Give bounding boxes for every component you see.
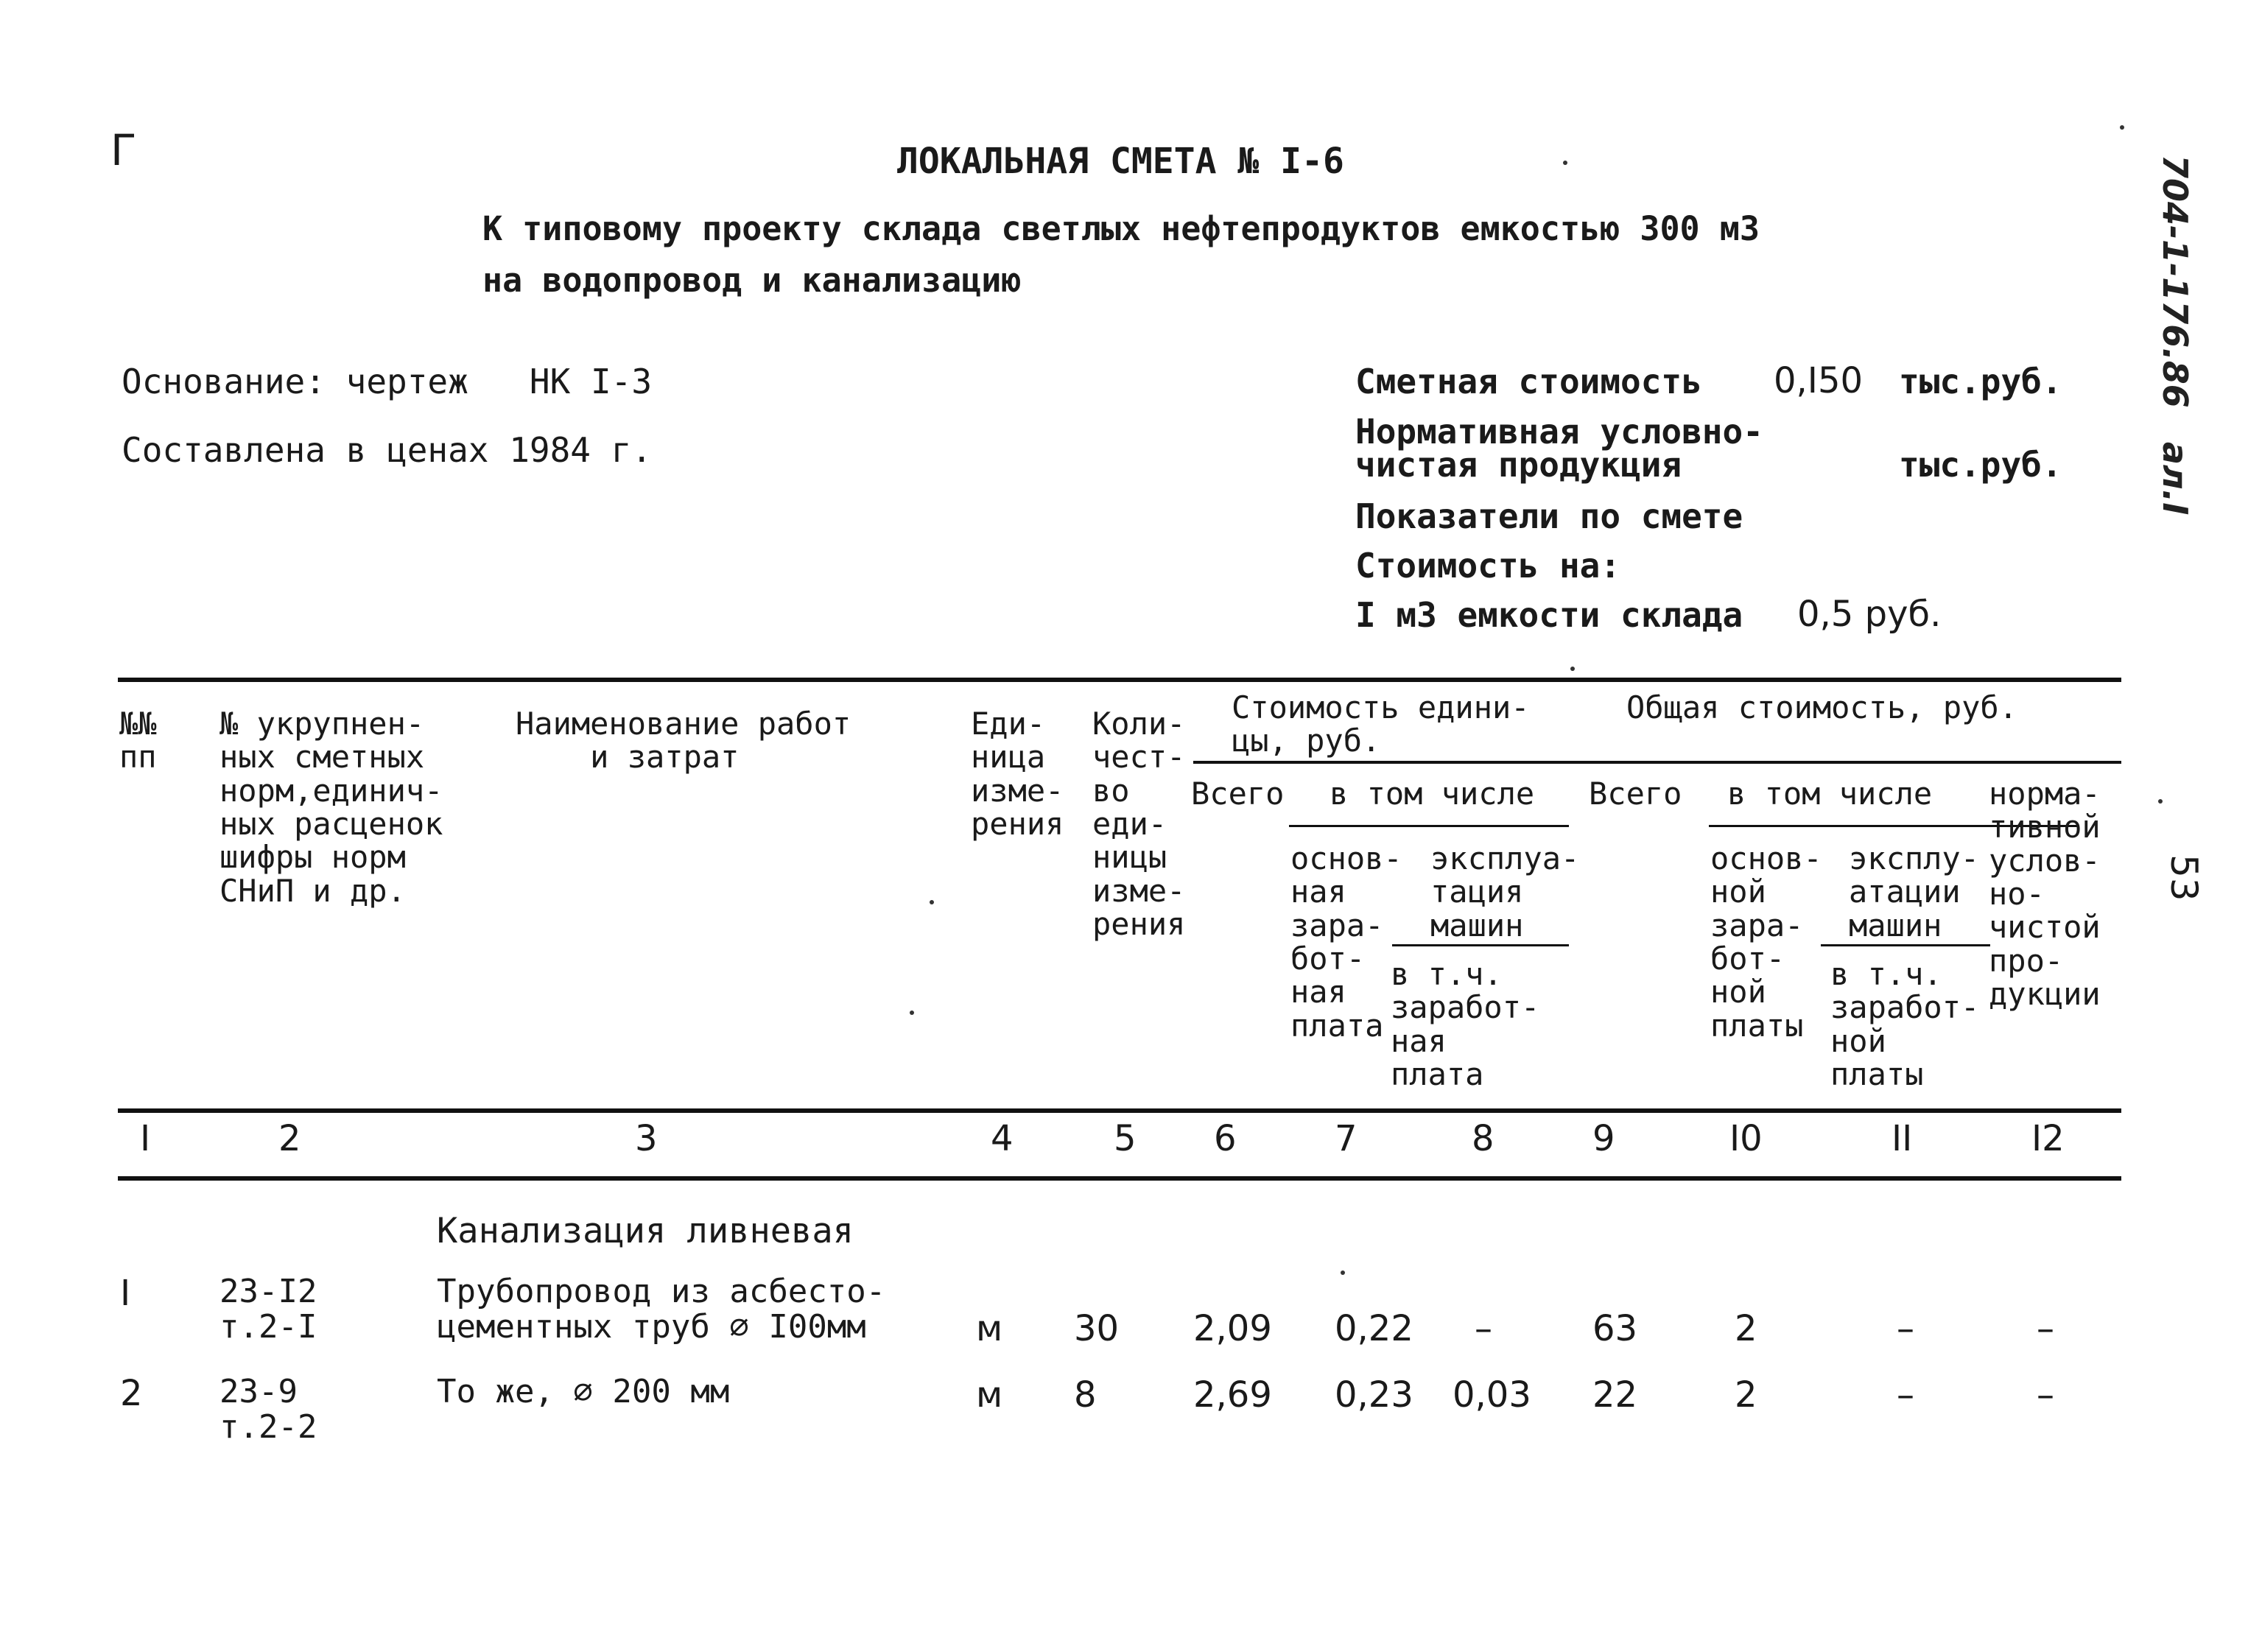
indicators-label: Показатели по смете (1355, 496, 1743, 536)
colnum-7: 7 (1335, 1118, 1357, 1159)
estimate-cost-unit: тыс.руб. (1899, 362, 2062, 401)
row-unit-total: 2,69 (1193, 1374, 1272, 1416)
header-osn-zp-unit: основ- ная зара- бот- ная плата (1290, 840, 1402, 1044)
scan-speck (2158, 799, 2163, 804)
colnum-10: I0 (1729, 1118, 1763, 1159)
row-name: Трубопровод из асбесто- цементных труб ∅ I00мм (437, 1273, 886, 1346)
row-code: 23-9 т.2-2 (219, 1373, 317, 1446)
row-unit-wage: 0,22 (1335, 1308, 1413, 1349)
colnum-4: 4 (991, 1118, 1014, 1159)
row-qty: 8 (1074, 1374, 1097, 1416)
colnum-2: 2 (278, 1118, 301, 1159)
header-col4: Еди- ница изме- рения (971, 706, 1064, 843)
corner-mark: Г (110, 125, 137, 175)
header-vsego-total: Всего (1589, 776, 1682, 812)
estimate-cost-value: 0,I50 (1774, 360, 1864, 401)
table-top-rule (118, 678, 2121, 682)
basis-line: Основание: чертеж НК I-3 (122, 362, 653, 401)
side-stamp-album: ал.I (2155, 442, 2195, 516)
row-norm: – (2037, 1308, 2054, 1349)
cost-per-label: Стоимость на: (1355, 546, 1621, 586)
colnum-11: II (1892, 1118, 1913, 1159)
row-unit-wage: 0,23 (1335, 1374, 1413, 1416)
row-unit: м (976, 1374, 1003, 1416)
row-qty: 30 (1074, 1308, 1120, 1349)
colnum-8: 8 (1472, 1118, 1494, 1159)
colnum-9: 9 (1592, 1118, 1615, 1159)
document-subtitle-line2: на водопровод и канализацию (482, 261, 1022, 300)
scan-speck (1341, 1270, 1345, 1275)
header-expl-unit: эксплуа- тация машин (1430, 840, 1580, 943)
row-unit-mach-wage: – (1475, 1308, 1492, 1349)
row-total-mach: – (1897, 1374, 1914, 1416)
prices-year-line: Составлена в ценах 1984 г. (122, 430, 653, 470)
header-norm: норма- тивной услов- но- чистой про- дукции (1989, 776, 2101, 1013)
row-total: 22 (1592, 1374, 1638, 1416)
expl1-underline (1392, 944, 1569, 946)
row-total: 63 (1592, 1308, 1638, 1349)
section-title: Канализация ливневая (437, 1211, 854, 1251)
side-stamp-project-code: 704-1-176.86 (2155, 155, 2195, 408)
colnum-5: 5 (1114, 1118, 1137, 1159)
colnum-6: 6 (1214, 1118, 1237, 1159)
header-bottom-rule (118, 1108, 2121, 1113)
row-number: 2 (120, 1373, 143, 1414)
header-incl-total: в том числе (1727, 776, 1933, 812)
row-total-wage: 2 (1735, 1308, 1757, 1349)
header-expl-total: эксплу- атации машин (1849, 840, 1980, 943)
document-title: ЛОКАЛЬНАЯ СМЕТА № I-6 (897, 141, 1344, 182)
header-unit-cost: Стоимость едини- цы, руб. (1232, 689, 1530, 759)
header-col3: Наименование работ и затрат (516, 706, 851, 776)
header-incl-unit: в том числе (1330, 776, 1535, 812)
estimate-cost-label: Сметная стоимость (1355, 362, 1702, 401)
header-vsego-unit: Всего (1191, 776, 1285, 812)
row-total-mach: – (1897, 1308, 1914, 1349)
row-unit-total: 2,09 (1193, 1308, 1272, 1349)
total-cost-subrule (1193, 761, 2121, 764)
per-m3-label: I м3 емкости склада (1355, 595, 1743, 635)
header-vtch-total: в т.ч. заработ- ной платы (1830, 956, 1980, 1093)
normative-unit: тыс.руб. (1899, 445, 2062, 485)
header-osn-zp-total: основ- ной зара- бот- ной платы (1710, 840, 1822, 1044)
scan-speck (930, 900, 934, 904)
unit-split-rule (1289, 825, 1569, 827)
header-vtch-unit: в т.ч. заработ- ная плата (1391, 956, 1540, 1093)
colnum-3: 3 (635, 1118, 658, 1159)
numbering-bottom-rule (118, 1176, 2121, 1181)
row-total-wage: 2 (1735, 1374, 1757, 1416)
header-col1: №№ пп (119, 706, 157, 776)
row-norm: – (2037, 1374, 2054, 1416)
scan-speck (910, 1010, 914, 1015)
colnum-1: I (140, 1118, 151, 1159)
row-name: То же, ∅ 200 мм (437, 1373, 730, 1410)
scan-speck (2120, 125, 2124, 130)
colnum-12: I2 (2031, 1118, 2065, 1159)
normative-label-line2: чистая продукция (1355, 445, 1682, 485)
row-unit: м (976, 1308, 1003, 1349)
header-col5: Коли- чест- во еди- ницы изме- рения (1092, 706, 1186, 943)
row-number: I (120, 1273, 131, 1314)
header-col2: № укрупнен- ных сметных норм,единич- ных расценок шифры норм СНиП и др. (219, 706, 443, 909)
scan-speck (1563, 161, 1567, 165)
normative-label-line1: Нормативная условно- (1355, 412, 1763, 451)
row-unit-mach-wage: 0,03 (1453, 1374, 1531, 1416)
scan-speck (1570, 667, 1575, 671)
document-subtitle-line1: К типовому проекту склада светлых нефтепродуктов емкостью 300 м3 (482, 209, 1760, 248)
page-number: 53 (2163, 854, 2205, 901)
expl2-underline (1821, 944, 1990, 946)
header-total-cost: Общая стоимость, руб. (1626, 689, 2018, 725)
row-code: 23-I2 т.2-I (219, 1273, 317, 1346)
per-m3-value: 0,5 руб. (1797, 594, 1942, 635)
